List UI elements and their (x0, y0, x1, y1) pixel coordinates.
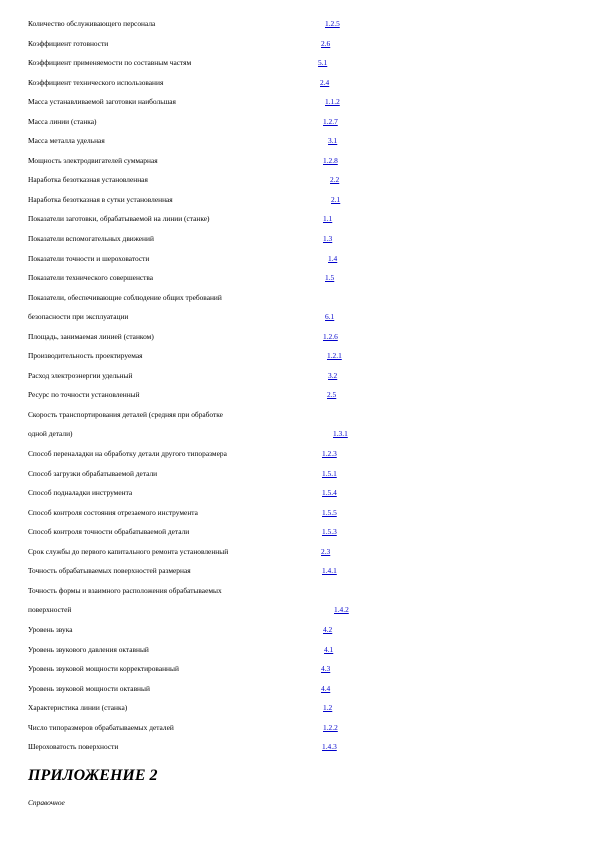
index-term: Показатели точности и шероховатости (28, 253, 150, 263)
index-term: Характеристика линии (станка) (28, 703, 128, 713)
index-ref-link[interactable]: 2.5 (327, 390, 337, 400)
index-ref-link[interactable]: 1.4.1 (322, 566, 337, 576)
index-entry (28, 307, 568, 327)
index-ref-link[interactable]: 2.4 (320, 77, 330, 87)
index-term: Масса устанавливаемой заготовки наибольшая (28, 97, 176, 107)
index-entry (28, 366, 568, 386)
index-entry (28, 483, 568, 503)
index-entry (28, 737, 568, 757)
index-term: Уровень звуковой мощности корректированный (28, 664, 179, 674)
index-entry (28, 112, 568, 132)
index-entry (28, 249, 568, 269)
index-entry (28, 209, 568, 229)
index-entry (28, 34, 568, 54)
index-ref-link[interactable]: 2.1 (331, 194, 341, 204)
index-ref-link[interactable]: 1.4 (328, 253, 338, 263)
index-term: Наработка безотказная установленная (28, 175, 148, 185)
index-ref-link[interactable]: 1.5.4 (322, 488, 337, 498)
index-term: Уровень звуковой мощности октавный (28, 683, 150, 693)
index-term: Число типоразмеров обрабатываемых деталей (28, 722, 174, 732)
index-ref-link[interactable]: 1.2.6 (323, 331, 338, 341)
index-term: Наработка безотказная в сутки установленная (28, 194, 173, 204)
index-term: Шероховатость поверхности (28, 742, 119, 752)
index-ref-link[interactable]: 2.2 (330, 175, 340, 185)
index-term: Коэффициент технического использования (28, 77, 164, 87)
index-ref-link[interactable]: 1.2.7 (323, 116, 338, 126)
index-ref-link[interactable]: 1.2.3 (322, 449, 337, 459)
index-entry (28, 424, 568, 444)
index-entry (28, 288, 568, 308)
index-ref-link[interactable]: 1.3.1 (333, 429, 348, 439)
index-term: Производительность проектируемая (28, 351, 143, 361)
index-ref-link[interactable]: 4.4 (321, 683, 331, 693)
index-entry (28, 92, 568, 112)
index-entry (28, 405, 568, 425)
index-entry (28, 53, 568, 73)
index-entry (28, 522, 568, 542)
index-entry (28, 718, 568, 738)
index-term: Площадь, занимаемая линией (станком) (28, 331, 154, 341)
index-entry (28, 698, 568, 718)
index-ref-link[interactable]: 1.4.3 (322, 742, 337, 752)
index-ref-link[interactable]: 1.2.8 (323, 155, 338, 165)
index-term: Расход электроэнергии удельный (28, 370, 133, 380)
index-ref-link[interactable]: 1.1 (323, 214, 333, 224)
index-ref-link[interactable]: 1.5.3 (322, 527, 337, 537)
index-term: Срок службы до первого капитального ремонта установленный (28, 546, 229, 556)
index-term: Мощность электродвигателей суммарная (28, 155, 158, 165)
index-term: Скорость транспортирования деталей (средняя при обработке (28, 409, 223, 419)
index-entry (28, 73, 568, 93)
index-entry (28, 464, 568, 484)
index-entry (28, 659, 568, 679)
index-term: Масса линии (станка) (28, 116, 97, 126)
index-term: Способ подналадки инструмента (28, 488, 133, 498)
index-entry (28, 542, 568, 562)
index-term: Уровень звукового давления октавный (28, 644, 149, 654)
appendix-title: ПРИЛОЖЕНИЕ 2 (28, 767, 158, 784)
index-term: Точность формы и взаимного расположения обрабатываемых (28, 585, 222, 595)
index-term: Способ контроля состояния отрезаемого инструмента (28, 507, 198, 517)
index-term: Количество обслуживающего персонала (28, 19, 156, 28)
index-ref-link[interactable]: 1.5.5 (322, 507, 337, 517)
index-ref-link[interactable]: 1.4.2 (334, 605, 349, 615)
index-entry (28, 620, 568, 640)
index-term: Способ переналадки на обработку детали другого типоразмера (28, 449, 227, 459)
index-term: Коэффициент готовности (28, 38, 109, 48)
index-term: Коэффициент применяемости по составным частям (28, 58, 192, 68)
appendix-subtitle: Справочное (28, 798, 65, 807)
index-ref-link[interactable]: 3.1 (328, 136, 338, 146)
index-entry (28, 561, 568, 581)
index-entry (28, 346, 568, 366)
index-ref-link[interactable]: 1.5 (325, 273, 335, 283)
index-term: Способ контроля точности обрабатываемой детали (28, 527, 190, 537)
index-term: Уровень звука (28, 624, 73, 634)
index-ref-link[interactable]: 6.1 (325, 312, 335, 322)
index-term: Показатели вспомогательных движений (28, 234, 154, 244)
index-entry (28, 327, 568, 347)
index-term: безопасности при эксплуатации (28, 312, 129, 322)
index-entry (28, 14, 568, 34)
index-entry (28, 131, 568, 151)
alphabetical-index (28, 14, 568, 757)
index-ref-link[interactable]: 1.3 (323, 234, 333, 244)
index-ref-link[interactable]: 4.1 (324, 644, 334, 654)
index-term: Способ загрузки обрабатываемой детали (28, 468, 158, 478)
index-ref-link[interactable]: 1.5.1 (322, 468, 337, 478)
index-ref-link[interactable]: 3.2 (328, 370, 338, 380)
index-term: поверхностей (28, 605, 72, 615)
index-ref-link[interactable]: 2.3 (321, 546, 331, 556)
index-entry (28, 444, 568, 464)
index-ref-link[interactable]: 5.1 (318, 58, 328, 68)
index-ref-link[interactable]: 1.2 (323, 703, 333, 713)
index-ref-link[interactable]: 1.2.1 (327, 351, 342, 361)
index-entry (28, 190, 568, 210)
index-term: Показатели, обеспечивающие соблюдение общих требований (28, 292, 222, 302)
index-entry (28, 640, 568, 660)
index-entry (28, 229, 568, 249)
index-entry (28, 581, 568, 601)
index-ref-link[interactable]: 1.2.5 (325, 19, 340, 28)
index-ref-link[interactable]: 4.2 (323, 624, 333, 634)
index-entry (28, 679, 568, 699)
index-term: Точность обрабатываемых поверхностей размерная (28, 566, 191, 576)
index-entry (28, 151, 568, 171)
index-entry (28, 503, 568, 523)
index-ref-link[interactable]: 1.1.2 (325, 97, 340, 107)
index-ref-link[interactable]: 2.6 (321, 38, 331, 48)
index-entry (28, 600, 568, 620)
index-term: Показатели технического совершенства (28, 273, 154, 283)
index-entry (28, 385, 568, 405)
index-term: Масса металла удельная (28, 136, 105, 146)
index-ref-link[interactable]: 4.3 (321, 664, 331, 674)
index-term: Ресурс по точности установленный (28, 390, 140, 400)
index-term: Показатели заготовки, обрабатываемой на линии (станке) (28, 214, 210, 224)
index-term: одной детали) (28, 429, 73, 439)
index-ref-link[interactable]: 1.2.2 (323, 722, 338, 732)
index-entry (28, 268, 568, 288)
index-entry (28, 170, 568, 190)
